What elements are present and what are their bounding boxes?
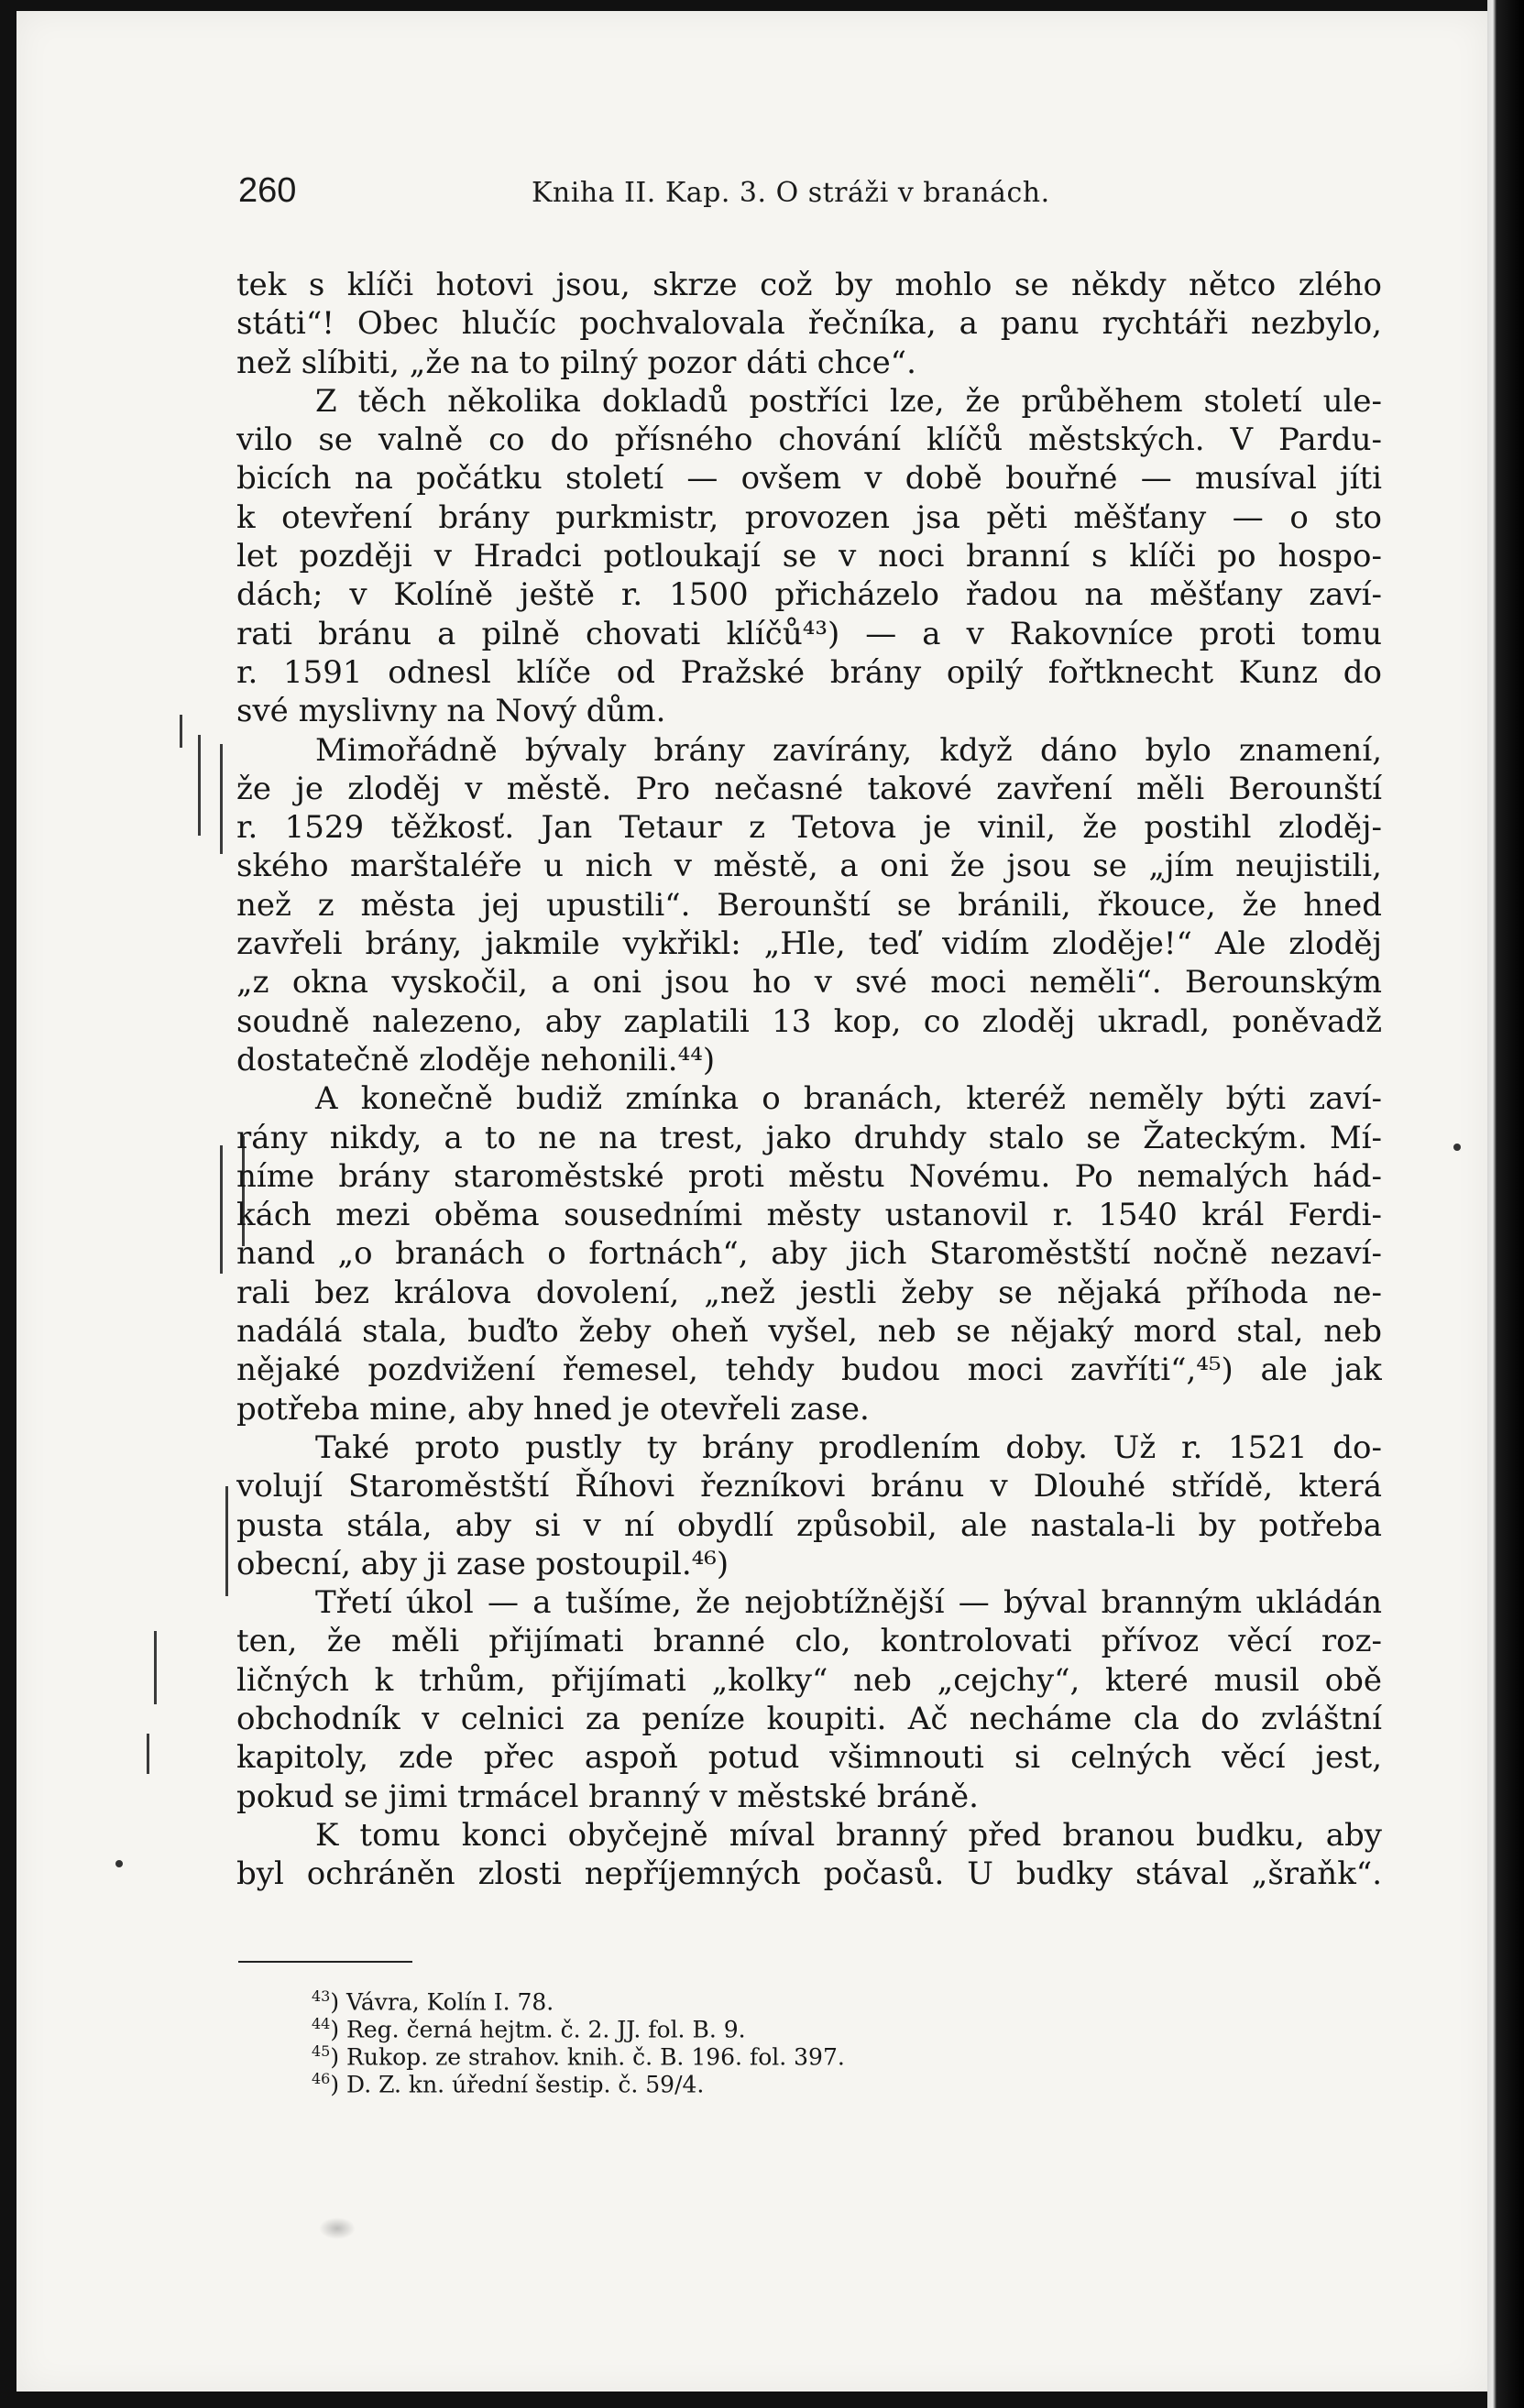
margin-mark: [225, 1486, 228, 1596]
footnotes: [312, 1983, 1136, 2098]
margin-mark: [147, 1734, 149, 1774]
text-line: nand „o branách o fortnách“, aby jich Staroměstští nočně nezaví-: [236, 1235, 1382, 1273]
text-line: ličných k trhům, přijímati „kolky“ neb „cejchy“, které musil obě: [236, 1661, 1382, 1699]
text-line: obchodník v celnici za peníze koupiti. Ač necháme cla do zvláštní: [236, 1700, 1382, 1737]
text-line: tek s klíči hotovi jsou, skrze což by mohlo se někdy nětco zlého: [236, 267, 1382, 303]
footnote-text: ) Reg. černá hejtm. č. 2. JJ. fol. B. 9.: [330, 2016, 746, 2043]
margin-mark: [220, 744, 223, 854]
margin-mark: [220, 1145, 223, 1274]
text-line: k otevření brány purkmistr, provozen jsa pěti měšťany — o sto: [236, 498, 1382, 536]
ink-smudge: [319, 2217, 356, 2239]
running-head: Kniha II. Kap. 3. O stráži v branách.: [532, 177, 1050, 209]
text-line: Třetí úkol — a tušíme, že nejobtížnější — býval branným ukládán: [315, 1584, 1382, 1622]
text-line: A konečně budiž zmínka o branách, kteréž neměly býti zaví-: [315, 1080, 1382, 1118]
text-line: kapitoly, zde přec aspoň potud všimnouti si celných věcí jest,: [236, 1739, 1382, 1777]
text-line: své myslivny na Nový dům.: [236, 693, 666, 730]
text-line: ského marštaléře u nich v městě, a oni že jsou se „jím neujistili,: [236, 848, 1382, 885]
footnote-rule: [238, 1961, 412, 1963]
margin-mark: [198, 735, 201, 836]
text-line: rali bez králova dovolení, „než jestli žeby se nějaká příhoda ne-: [236, 1274, 1382, 1311]
text-line: Také proto pustly ty brány prodlením doby. Už r. 1521 do-: [315, 1428, 1382, 1466]
text-line: r. 1591 odnesl klíče od Pražské brány opilý fořtknecht Kunz do: [236, 653, 1382, 691]
text-line: rati bránu a pilně chovati klíčů⁴³) — a v Rakovníce proti tomu: [236, 615, 1382, 652]
footnote-mark: 45: [312, 2042, 331, 2060]
text-line: nadálá stala, buďto žeby oheň vyšel, neb se nějaký mord stal, neb: [236, 1313, 1382, 1351]
text-line: zavřeli brány, jakmile vykřikl: „Hle, teď vidím zloděje!“ Ale zloděj: [236, 925, 1382, 963]
page-edge-shadow: [1487, 0, 1524, 2408]
footnote: [312, 1983, 1136, 2016]
text-line: volují Staroměstští Říhovi řezníkovi bránu v Dlouhé střídě, která: [236, 1468, 1382, 1505]
footnote-mark: 43: [312, 1987, 331, 2005]
margin-mark: [180, 715, 182, 748]
footnote-mark: 44: [312, 2015, 331, 2032]
text-line: pokud se jimi trmácel branný v městské bráně.: [236, 1778, 979, 1815]
text-line: než z města jej upustili“. Berounští se bránili, řkouce, že hned: [236, 886, 1382, 924]
body-text: [236, 266, 1382, 1893]
footnote-mark: 46: [312, 2070, 331, 2087]
page-header: [238, 171, 1375, 213]
text-line: „z okna vyskočil, a oni jsou ho v své moci neměli“. Berounským: [236, 964, 1382, 1002]
text-line: pusta stála, aby si v ní obydlí způsobil, ale nastala-li by potřeba: [236, 1506, 1382, 1544]
text-line: Mimořádně bývaly brány zavírány, když dáno bylo znamení,: [315, 731, 1382, 769]
text-line: níme brány staroměstské proti městu Novému. Po nemalých hád-: [236, 1157, 1382, 1195]
text-line: r. 1529 těžkosť. Jan Tetaur z Tetova je vinil, že postihl zloděj-: [236, 809, 1382, 847]
text-line: vilo se valně co do přísného chování klíčů městských. V Pardu-: [236, 421, 1382, 459]
text-line: kách mezi oběma sousedními městy ustanovil r. 1540 král Ferdi-: [236, 1197, 1382, 1234]
footnote: [312, 2010, 1136, 2043]
text-line: že je zloděj v městě. Pro nečasné takové zavření měli Berounští: [236, 770, 1382, 807]
margin-mark: [154, 1631, 157, 1704]
text-line: ten, že měli přijímati branné clo, kontrolovati přívoz věcí roz-: [236, 1623, 1382, 1660]
footnote-text: ) Rukop. ze strahov. knih. č. B. 196. fol. 397.: [330, 2043, 845, 2071]
text-line: byl ochráněn zlosti nepříjemných počasů. U budky stával „šraňk“.: [236, 1855, 1382, 1893]
footnote-text: ) D. Z. kn. úřední šestip. č. 59/4.: [330, 2071, 705, 2098]
text-line: než slíbiti, „že na to pilný pozor dáti chce“.: [236, 344, 916, 381]
text-line: let později v Hradci potloukají se v noci branní s klíči po hospo-: [236, 538, 1382, 575]
text-line: K tomu konci obyčejně míval branný před branou budku, aby: [315, 1816, 1382, 1854]
text-line: rány nikdy, a to ne na trest, jako druhdy stalo se Žateckým. Mí-: [236, 1119, 1382, 1156]
text-line: nějaké pozdvižení řemesel, tehdy budou moci zavříti“,⁴⁵) ale jak: [236, 1352, 1382, 1389]
text-line: státi“! Obec hlučíc pochvalovala řečníka, a panu rychtáři nezbylo,: [236, 305, 1382, 343]
text-line: dách; v Kolíně ještě r. 1500 přicházelo řadou na měšťany zaví-: [236, 576, 1382, 614]
page-number: 260: [238, 171, 297, 210]
margin-dot: [1453, 1144, 1461, 1151]
text-line: Z těch několika dokladů postříci lze, že průběhem století ule-: [315, 382, 1382, 420]
margin-dot: [115, 1860, 123, 1867]
text-line: soudně nalezeno, aby zaplatili 13 kop, co zloděj ukradl, poněvadž: [236, 1002, 1382, 1040]
footnote: [312, 2038, 1136, 2071]
text-line: obecní, aby ji zase postoupil.⁴⁶): [236, 1545, 729, 1582]
footnote-text: ) Vávra, Kolín I. 78.: [330, 1988, 554, 2016]
text-line: potřeba mine, aby hned je otevřeli zase.: [236, 1390, 870, 1428]
text-line: dostatečně zloděje nehonili.⁴⁴): [236, 1041, 716, 1078]
text-line: bicích na počátku století — ovšem v době bouřné — musíval jíti: [236, 460, 1382, 498]
